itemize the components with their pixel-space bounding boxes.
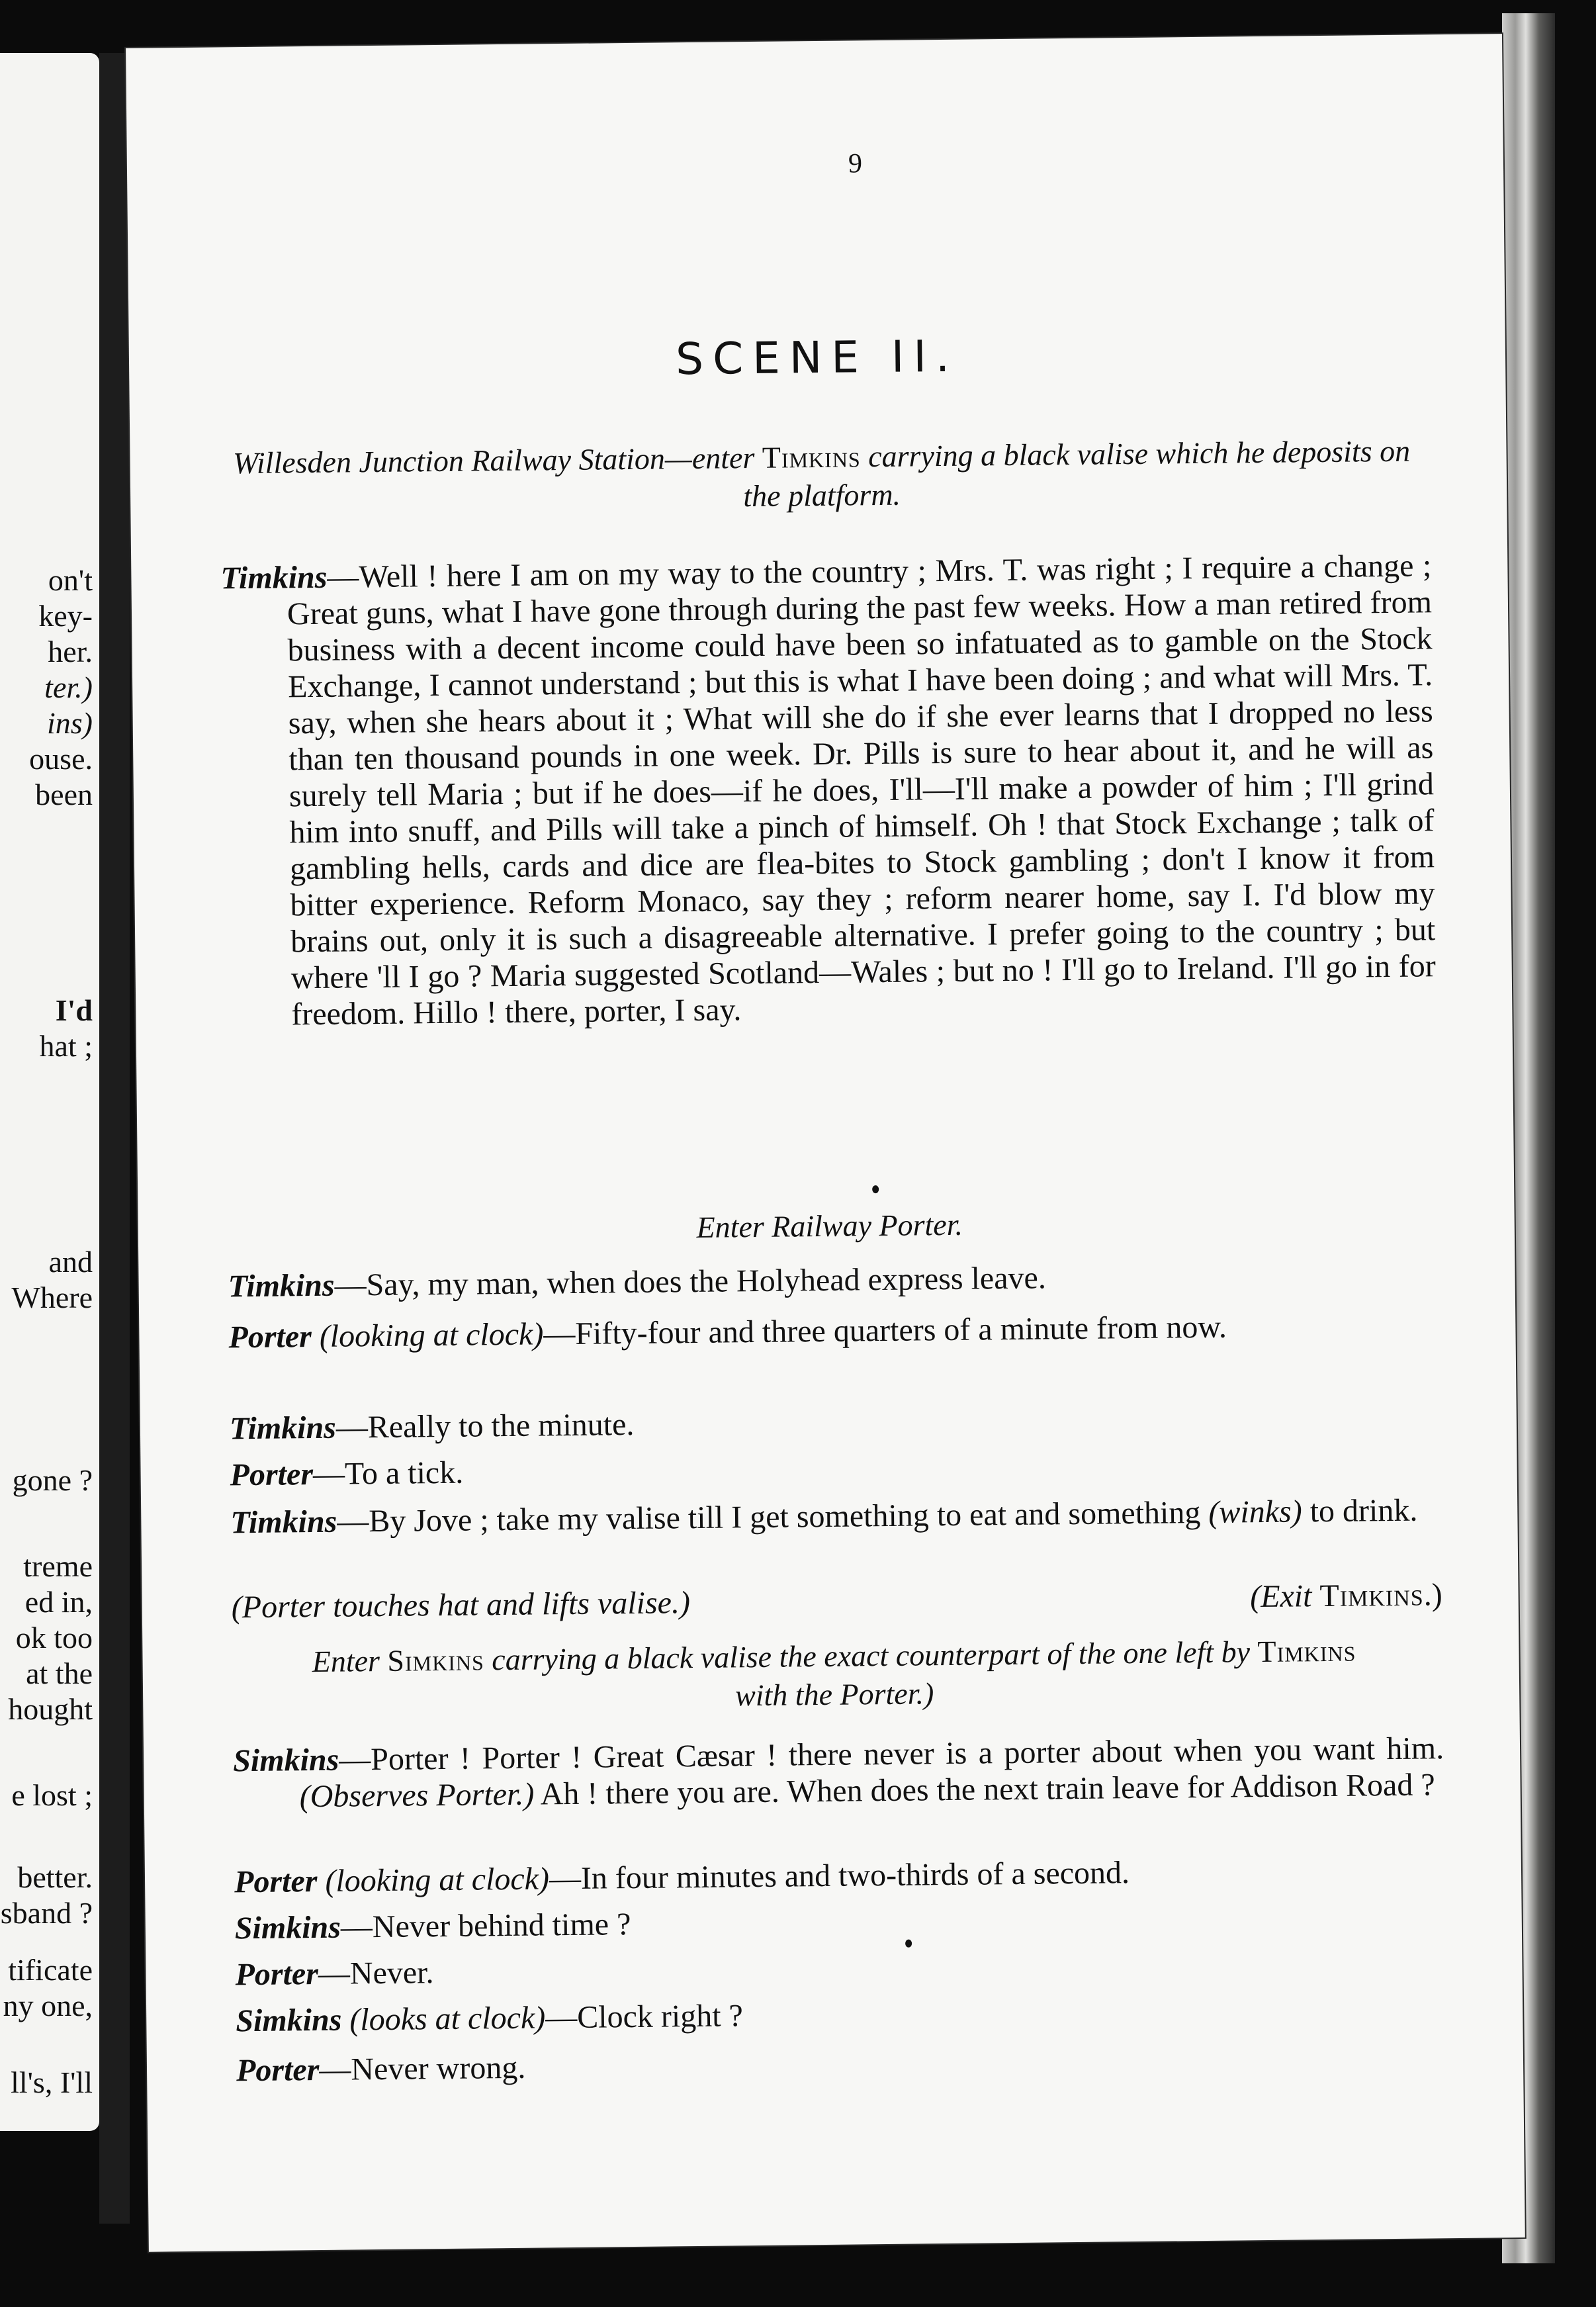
speaker: Timkins: [228, 1267, 335, 1304]
page-number: 9: [848, 148, 863, 179]
speech: Timkins—Say, my man, when does the Holyhead express leave.: [228, 1260, 1047, 1304]
left-fragment: and: [48, 1245, 93, 1279]
facing-page-fragment: [0, 53, 99, 2131]
left-fragment: better.: [17, 1860, 93, 1894]
left-fragment: ouse.: [29, 742, 93, 776]
left-fragment: ter.): [44, 670, 93, 704]
speech: Porter (looking at clock)—Fifty-four and three quarters of a minute from now.: [228, 1309, 1227, 1355]
speech: Simkins—Porter ! Porter ! Great Cæsar ! there never is a porter about when you want him. (Observes Porter.) Ah ! there you are. When does the next train leave for Addison Road ?: [232, 1731, 1444, 1815]
speaker: Timkins: [229, 1410, 337, 1447]
left-fragment: ins): [47, 706, 93, 740]
speaker: Porter: [235, 1956, 319, 1993]
book-gutter: [99, 53, 130, 2224]
left-fragment: e lost ;: [11, 1778, 93, 1812]
left-fragment: tificate: [8, 1953, 93, 1987]
speaker: Porter: [236, 2052, 320, 2089]
speaker: Porter: [234, 1864, 318, 1900]
left-fragment: Where: [11, 1281, 93, 1314]
left-fragment: ed in,: [24, 1585, 93, 1619]
left-fragment: key-: [38, 599, 93, 633]
left-fragment: ny one,: [3, 1989, 93, 2022]
left-fragment: been: [35, 778, 93, 811]
speaker: Porter: [228, 1319, 312, 1355]
scene-title: SCENE II.: [675, 330, 959, 385]
left-fragment: I'd: [55, 993, 93, 1027]
speaker: Simkins: [234, 1909, 341, 1946]
speaker: Timkins: [230, 1504, 337, 1541]
speech: Porter (looking at clock)—In four minutes and two-thirds of a second.: [234, 1855, 1130, 1900]
speech: Porter—Never wrong.: [236, 2050, 526, 2089]
left-fragment: gone ?: [12, 1463, 93, 1497]
speaker: Simkins: [236, 2002, 342, 2039]
left-fragment: her.: [48, 635, 93, 668]
book-page: [126, 34, 1525, 2252]
speech: Simkins (looks at clock)—Clock right ?: [236, 1998, 744, 2039]
ink-speck: [872, 1185, 879, 1193]
speaker: Porter: [230, 1457, 314, 1493]
left-fragment: ll's, I'll: [11, 2065, 93, 2099]
stage-direction-opening: Willesden Junction Railway Station—enter Timkins carrying a black valise which he deposits on the platform.: [232, 433, 1411, 514]
ink-speck: [905, 1940, 912, 1948]
left-fragment: hought: [8, 1692, 93, 1726]
stage-direction-enter-porter: Enter Railway Porter.: [696, 1207, 963, 1244]
speech: Porter—To a tick.: [230, 1455, 464, 1493]
left-fragment: on't: [48, 563, 93, 597]
left-fragment: hat ;: [39, 1029, 93, 1063]
speech: Timkins—By Jove ; take my valise till I get something to eat and something (winks) to drink.: [230, 1492, 1418, 1541]
speaker: Simkins: [232, 1742, 339, 1779]
speaker: Timkins: [220, 559, 328, 596]
left-fragment: treme: [23, 1549, 93, 1583]
speech: Simkins—Never behind time ?: [234, 1907, 631, 1946]
speech: Porter—Never.: [235, 1955, 434, 1993]
speech-timkins-monologue: Timkins—Well ! here I am on my way to the country ; Mrs. T. was right ; I require a change ; Great guns, what I have gone through during the past few weeks. How a man retired from business with a decent income could have been so infatuated as to gamble on the Stock Exchange, I cannot understand ; but this is what I have been doing ; and what will Mrs. T. say, when she hears about it ; What will she do if she ever learns that I dropped no less than ten thousand pounds in one week. Dr. Pills is sure to hear about it, and he will as surely tell Maria ; but if he does—if he does, I'll—I'll make a powder of him ; I'll grind him into snuff, and Pills will take a pinch of himself. Oh ! that Stock Exchange ; talk of gambling hells, cards and dice are flea-bites to Stock gambling ; don't I know it from bitter experience. Reform Monaco, say they ; reform nearer home, say I. I'd blow my brains out, only it is such a disagreeable alternative. I prefer going to the country ; but where 'll I go ? Maria suggested Scotland—Wales ; but no ! I'll go to Ireland. I'll go in for freedom. Hillo ! there, porter, I say.: [220, 548, 1436, 1032]
left-fragment: sband ?: [0, 1896, 93, 1930]
stage-direction-exit: (Porter touches hat and lifts valise.) (Exit Timkins.): [231, 1577, 1442, 1625]
left-fragment: at the: [26, 1656, 93, 1690]
left-fragment: ok too: [15, 1621, 93, 1654]
speech: Timkins—Really to the minute.: [229, 1406, 635, 1447]
stage-direction-enter-simkins: Enter Simkins carrying a black valise the exact counterpart of the one left by Timkins with the Porter.): [312, 1633, 1356, 1713]
